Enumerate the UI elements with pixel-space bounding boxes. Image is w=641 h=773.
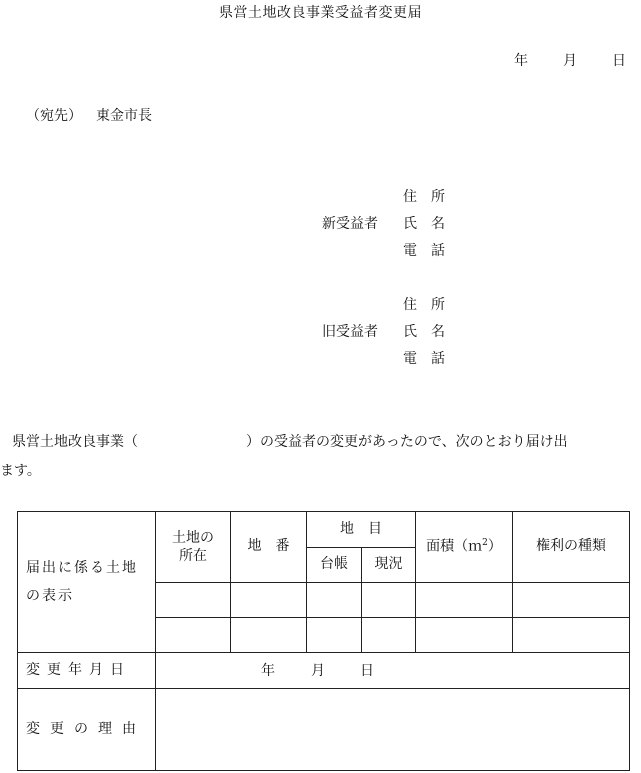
change-date-label: 変更年月日 [18,653,156,689]
land-display-label: 届出に係る土地の表示 [18,512,156,653]
body-text-line2: ます。 [0,463,41,479]
addressee-name: 東金市長 [96,108,152,124]
new-address-label: 住 所 [403,189,445,205]
lot-number-cell[interactable] [231,618,307,653]
land-category-header: 地 目 [307,512,416,548]
area-header-prefix: 面積（ｍ [426,538,483,555]
area-cell[interactable] [416,618,513,653]
old-name-label: 氏 名 [403,324,445,340]
body-text-line1 [12,435,568,449]
right-type-cell[interactable] [513,618,630,653]
date-day-label: 日 [612,53,626,69]
change-reason-cell[interactable] [156,689,630,771]
register-cell[interactable] [307,618,362,653]
new-name-label: 氏 名 [403,216,445,232]
addressee-prefix: （宛先） [26,108,82,124]
lot-number-header: 地 番 [231,512,307,583]
change-date-year: 年 [261,663,275,679]
new-phone-label: 電 話 [403,243,445,259]
old-phone-label: 電 話 [403,351,445,367]
date-month-label: 月 [563,53,577,69]
area-header [416,512,513,583]
area-header-sup: 2 [482,537,488,548]
register-cell[interactable] [307,583,362,618]
actual-cell[interactable] [362,618,416,653]
location-header: 土地の所在 [156,512,231,583]
new-beneficiary-label: 新受益者 [322,216,378,232]
change-date-day: 日 [360,663,374,679]
old-beneficiary-label: 旧受益者 [322,324,378,340]
location-cell[interactable] [156,618,231,653]
change-reason-label: 変更の理由 [18,689,156,771]
register-header: 台帳 [307,548,362,583]
old-address-label: 住 所 [403,297,445,313]
area-cell[interactable] [416,583,513,618]
actual-cell[interactable] [362,583,416,618]
form-title: 県営土地改良事業受益者変更届 [219,5,422,21]
actual-header: 現況 [362,548,416,583]
area-header-suffix: ） [487,538,502,555]
body-text-part1: 県営土地改良事業（ [12,434,138,450]
body-text-part2: ）の受益者の変更があったので、次のとおり届け出 [246,434,568,450]
location-cell[interactable] [156,583,231,618]
addressee [26,109,152,123]
right-type-header: 権利の種類 [513,512,630,583]
change-date-month: 月 [311,663,325,679]
date-year-label: 年 [514,53,528,69]
land-table [17,511,630,771]
right-type-cell[interactable] [513,583,630,618]
change-date-cell[interactable] [156,653,630,689]
lot-number-cell[interactable] [231,583,307,618]
